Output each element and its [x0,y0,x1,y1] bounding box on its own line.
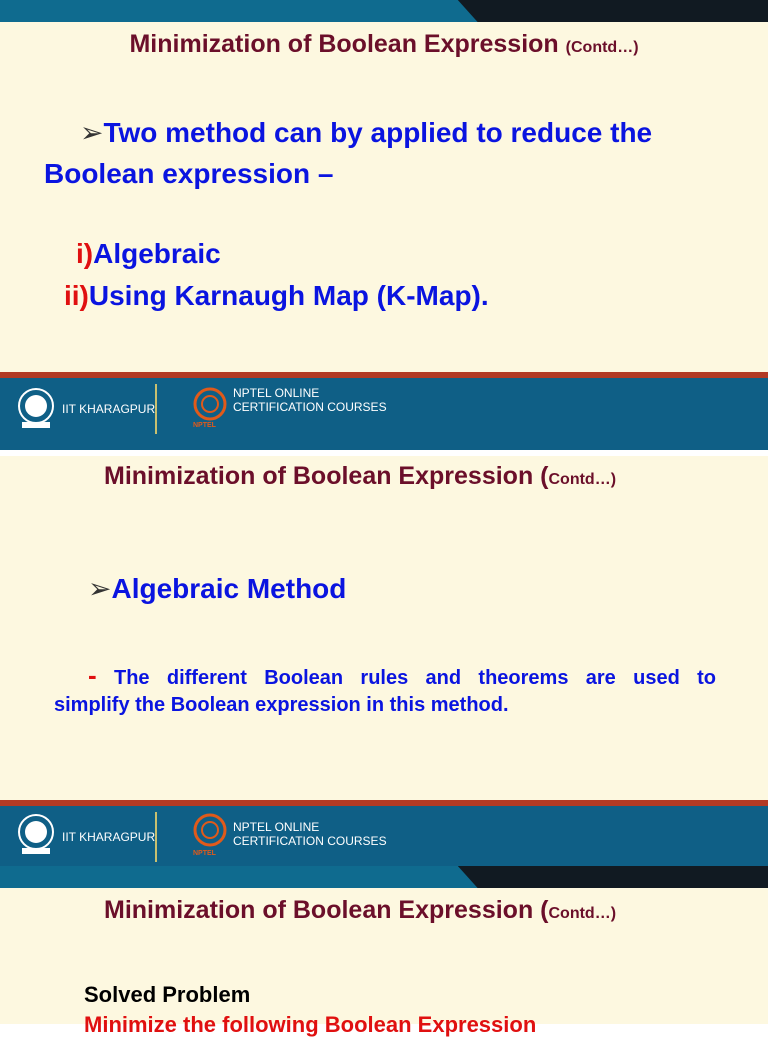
footer-bar [0,800,768,866]
iit-logo-icon [16,812,56,858]
slide-title: Minimization of Boolean Expression (Contd…) [129,30,639,58]
nptel-small-text: NPTEL [193,850,216,857]
institute-name: IIT KHARAGPUR [62,402,156,416]
slide-title: Minimization of Boolean Expression (Contd…) [104,462,617,490]
arrow-bullet-icon: ➢ [88,573,112,604]
slide-title: Minimization of Boolean Expression (Contd…) [104,896,617,924]
nptel-line-2: CERTIFICATION COURSES [233,834,387,848]
footer-bar [0,372,768,450]
slide-3 [0,866,768,1037]
title-suffix: Contd…) [548,471,617,488]
bullet-line-2: Boolean expression – [44,158,334,189]
nptel-small-text: NPTEL [193,422,216,429]
slide-2 [0,456,768,806]
top-band [0,0,768,22]
title-suffix: Contd…) [548,905,617,922]
nptel-line-2: CERTIFICATION COURSES [233,400,387,414]
bullet: ➢Two method can by applied to reduce the [80,117,653,148]
nptel-logo-icon [192,812,228,848]
solved-problem-heading: Solved Problem [84,982,251,1007]
title-suffix: (Contd…) [565,39,639,56]
iit-logo-icon [16,386,56,432]
list-item: i)Algebraic [76,238,221,269]
nptel-line-1: NPTEL ONLINE [233,386,320,400]
arrow-bullet-icon: ➢ [80,117,104,148]
institute-name: IIT KHARAGPUR [62,830,156,844]
dash: - [88,660,97,690]
slide-1 [0,0,768,372]
problem-text-partial: Minimize the following Boolean Expression [84,1012,537,1037]
paragraph-line-1: - The different Boolean rules and theorems are used to [88,660,716,690]
top-band [0,866,768,888]
nptel-line-1: NPTEL ONLINE [233,820,320,834]
list-item: ii)Using Karnaugh Map (K-Map). [64,280,489,311]
nptel-logo-icon [192,386,228,422]
paragraph-line-2: simplify the Boolean expression in this method. [54,694,509,716]
bullet: ➢Algebraic Method [88,573,347,604]
